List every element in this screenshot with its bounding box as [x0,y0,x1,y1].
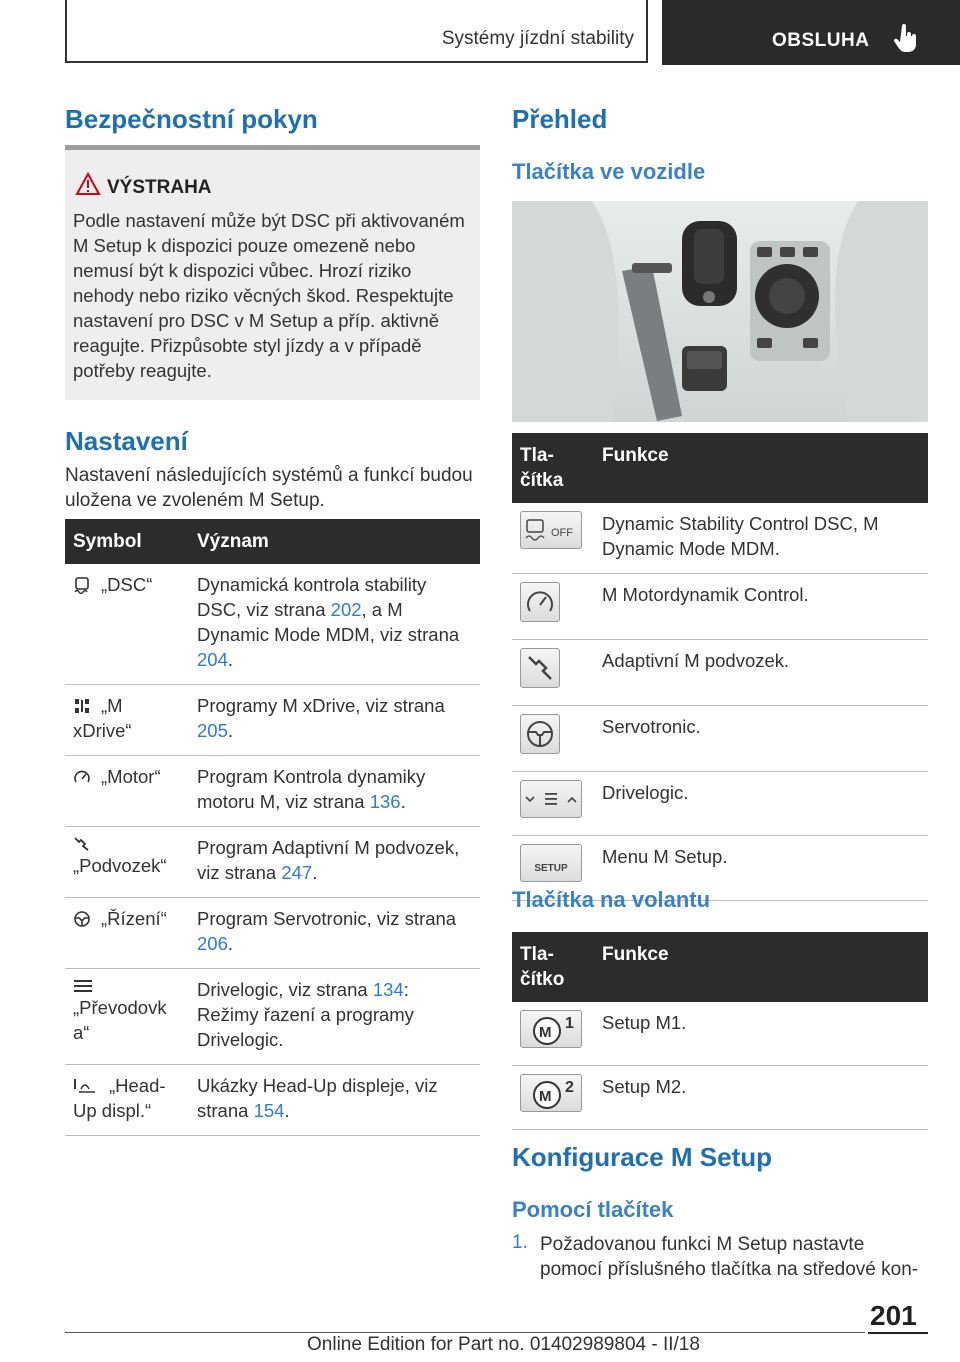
page-link[interactable]: 154 [253,1100,285,1121]
center-console-photo [512,201,928,422]
function-text: Setup M1. [594,1002,928,1066]
table-row [512,574,928,640]
column-header-button: Tlačítko [512,932,594,1002]
step-text: Požadovanou funkci M Setup nastavte pomocí příslušného tlačítka na středové kon- [540,1234,919,1280]
function-text: Servotronic. [594,706,928,772]
page-link[interactable]: 202 [330,599,362,620]
table-row: „Řízení“ Program Servotronic, viz strana 206. [65,898,480,969]
symbol-label: „Head-Up displ.“ [73,1075,166,1121]
m1-button-icon: M 1 [520,1010,582,1048]
footer-divider [65,1332,865,1333]
safety-title: Bezpečnostní pokyn [65,104,318,134]
m-motordynamik-button-icon [520,582,560,622]
function-text: M Motordynamik Control. [594,574,928,640]
table-row: „Head-Up displ.“ Ukázky Head-Up displeje, viz strana 154. [65,1065,480,1136]
header-section-title: Systémy jízdní stability [441,28,634,49]
page-link[interactable]: 206 [197,933,228,954]
header-tab-label: OBSLUHA [772,30,870,51]
page-link[interactable]: 247 [281,862,313,883]
symbol-label: „M xDrive“ [73,695,132,741]
table-row [512,706,928,772]
function-text: Dynamic Stability Control DSC, M Dynamic Mode MDM. [594,503,928,574]
suspension-icon [73,835,91,853]
warning-text: Podle nastavení může být DSC při aktivovaném M Setup k dispozici pouze omezeně nebo nemusí být k dispozici vůbec. Hrozí riziko nehody nebo riziko věcných škod. Respektujte nastavení pro DSC v M Setup a příp. aktivně reagujte. Přizpůsobte styl jízdy a v případě potřeby reagujte. [73,210,465,381]
table-row: „Podvozek“ Program Adaptivní M podvozek, viz strana 247. [65,827,480,898]
page-link[interactable]: 134 [372,979,404,1000]
table-header-row [65,519,480,564]
config-subtitle: Pomocí tlačítek [512,1197,674,1222]
dsc-off-button-icon [520,511,582,549]
page-number: 201 [870,1300,917,1331]
table-header-row [512,433,928,503]
svg-text:OFF: OFF [551,527,573,539]
table-row [512,640,928,706]
motor-gauge-icon [73,768,91,786]
pointing-hand-icon [894,24,918,54]
header-tab[interactable] [662,0,960,65]
function-text: Menu M Setup. [594,836,928,901]
column-header-symbol: Symbol [65,519,189,564]
warning-triangle-icon [75,172,101,196]
symbol-label: „DSC“ [101,574,153,595]
footer-divider-accent [868,1332,928,1334]
wheel-buttons-table [512,932,928,1130]
symbol-label: „Motor“ [101,766,161,787]
symbol-label: „Podvozek“ [73,855,167,876]
wheel-buttons-title: Tlačítka na volantu [512,887,711,912]
vehicle-buttons-table [512,433,928,901]
vehicle-buttons-title: Tlačítka ve vozidle [512,159,706,184]
table-row: „M xDrive“ Programy M xDrive, viz strana 205. [65,685,480,756]
symbol-label: „Řízení“ [101,908,167,929]
column-header-button: Tlačítka [512,433,594,503]
column-header-function: Funkce [594,932,928,1002]
warning-label: VÝSTRAHA [107,177,212,198]
settings-title: Nastavení [65,426,188,456]
servotronic-button-icon [520,714,560,754]
drivelogic-button-icon [520,780,582,818]
function-text: Drivelogic. [594,772,928,836]
adaptive-suspension-button-icon [520,648,560,688]
column-header-meaning: Význam [189,519,480,564]
setup-button-icon: SETUP [520,844,582,882]
settings-table [65,519,480,1136]
table-row: „DSC“ Dynamická kontrola stability DSC, viz strana 202, a M Dynamic Mode MDM, viz strana 204. [65,564,480,685]
step-number: 1. [512,1232,528,1253]
steering-wheel-icon [73,910,91,928]
svg-text:M: M [539,1024,552,1041]
drivelogic-icon [73,977,93,995]
config-title: Konfigurace M Setup [512,1142,773,1172]
footer-edition: Online Edition for Part no. 01402989804 - II/18 [307,1334,700,1355]
settings-intro: Nastavení následujících systémů a funkcí budou uložena ve zvoleném M Setup. [65,465,473,511]
table-row [512,503,928,574]
warning-box [65,145,480,400]
page-link[interactable]: 204 [197,649,228,670]
head-up-icon [73,1077,99,1095]
symbol-label: „Převodovka“ [73,997,167,1043]
column-header-function: Funkce [594,433,928,503]
table-header-row [512,932,928,1002]
dsc-car-icon [73,576,91,594]
function-text: Setup M2. [594,1066,928,1130]
table-row: „Převodovka“ Drivelogic, viz strana 134: Režimy řazení a programy Drivelogic. [65,969,480,1065]
svg-text:M: M [539,1088,552,1105]
xdrive-icon [73,697,91,715]
header-section-box [65,0,648,63]
function-text: Adaptivní M podvozek. [594,640,928,706]
overview-title: Přehled [512,104,608,134]
table-row [512,1066,928,1130]
table-row: „Motor“ Program Kontrola dynamiky motoru M, viz strana 136. [65,756,480,827]
m2-button-icon: M 2 [520,1074,582,1112]
table-row [512,772,928,836]
page-link[interactable]: 205 [197,720,228,741]
page-link[interactable]: 136 [369,791,401,812]
table-row [512,1002,928,1066]
